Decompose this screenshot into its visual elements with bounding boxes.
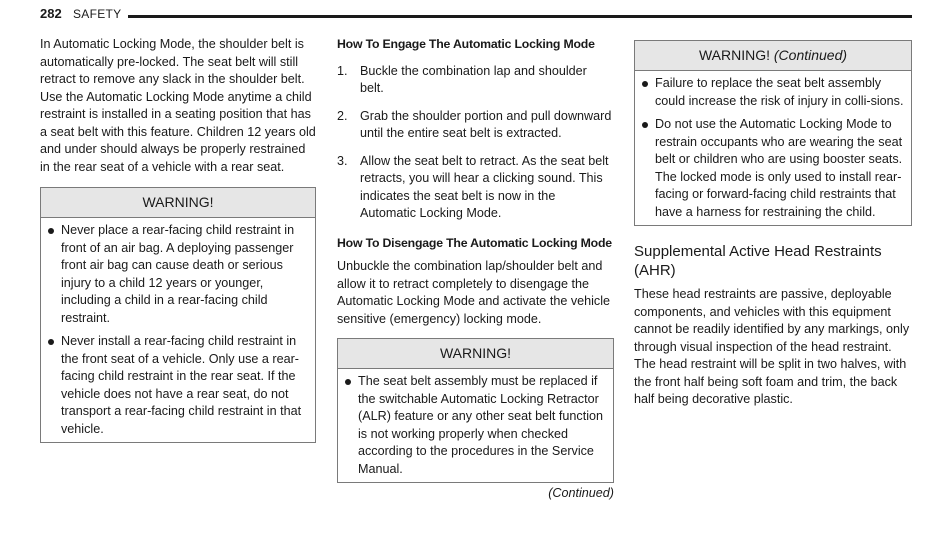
warning-title-suffix: (Continued) <box>773 47 848 63</box>
step-item <box>337 63 614 98</box>
intro-paragraph: In Automatic Locking Mode, the shoulder belt is automatically pre-locked. The seat belt will still retract to remove any slack in the shoulder belt. Use the Automatic Locking Mode anytime a child restraint is installed in a seating position that has a seat belt with this feature. Children 12 years old and under should always be properly restrained in the rear seat of a vehicle with a rear seat. <box>40 37 316 174</box>
warning-title: WARNING! <box>41 188 315 218</box>
warning-box <box>40 187 316 443</box>
step-text: Grab the shoulder portion and pull downward until the entire seat belt is extracted. <box>360 108 612 140</box>
step-number: 1. <box>337 63 348 78</box>
engage-heading: How To Engage The Automatic Locking Mode <box>337 37 595 51</box>
column-2 <box>337 36 614 503</box>
warning-title: WARNING! <box>338 339 613 369</box>
warning-list <box>635 71 911 225</box>
step-item <box>337 108 614 143</box>
continued-label: (Continued) <box>548 486 614 500</box>
ahr-paragraph: These head restraints are passive, deployable components, and vehicles with this equipment cannot be readily identified by any markings, only through visual inspection of the head restraint. The head restraint will be split in two halves, with the front half being soft foam and trim, the back half being decorative plastic. <box>634 287 910 406</box>
step-number: 2. <box>337 108 348 123</box>
warning-item: Never install a rear-facing child restraint in the front seat of a vehicle. Only use a rear-facing child restraint in the rear seat. If the vehicle does not have a rear seat, do not transport a rear-facing child restraint in that vehicle. <box>45 333 309 438</box>
warning-item: Failure to replace the seat belt assembly could increase the risk of injury in colli-sions. <box>639 75 905 110</box>
page-header <box>40 6 912 24</box>
page-number: 282 <box>40 6 62 21</box>
ahr-heading: Supplemental Active Head Restraints (AHR) <box>634 243 882 279</box>
warning-box <box>634 40 912 226</box>
header-rule <box>128 15 912 18</box>
warning-item: Never place a rear-facing child restraint in front of an air bag. A deploying passenger front air bag can cause death or serious injury to a child 12 years or younger, including a child in a rear-facing child restraint. <box>45 222 309 327</box>
warning-title <box>635 41 911 71</box>
warning-list <box>41 218 315 442</box>
engage-steps <box>337 63 614 223</box>
warning-box <box>337 338 614 483</box>
disengage-paragraph: Unbuckle the combination lap/shoulder belt and allow it to retract completely to disengage the Automatic Locking Mode and activate the vehicle sensitive (emergency) locking mode. <box>337 259 611 326</box>
column-1 <box>40 36 316 443</box>
step-item <box>337 153 614 223</box>
section-name: SAFETY <box>73 7 122 21</box>
warning-title-text: WARNING! <box>698 47 770 63</box>
step-text: Buckle the combination lap and shoulder belt. <box>360 63 587 95</box>
step-number: 3. <box>337 153 348 168</box>
step-text: Allow the seat belt to retract. As the seat belt retracts, you will hear a clicking sound. This indicates the seat belt is now in the Automatic Locking Mode. <box>360 153 609 220</box>
disengage-heading: How To Disengage The Automatic Locking Mode <box>337 235 612 250</box>
column-3 <box>634 40 912 409</box>
warning-item: The seat belt assembly must be replaced if the switchable Automatic Locking Retractor (ALR) feature or any other seat belt function is not working properly when checked according to the procedures in the Service Manual. <box>342 373 607 478</box>
warning-item: Do not use the Automatic Locking Mode to restrain occupants who are wearing the seat belt or children who are using booster seats. The locked mode is only used to install rear-facing or forward-facing child restraints that have a harness for restraining the child. <box>639 116 905 221</box>
warning-list <box>338 369 613 482</box>
